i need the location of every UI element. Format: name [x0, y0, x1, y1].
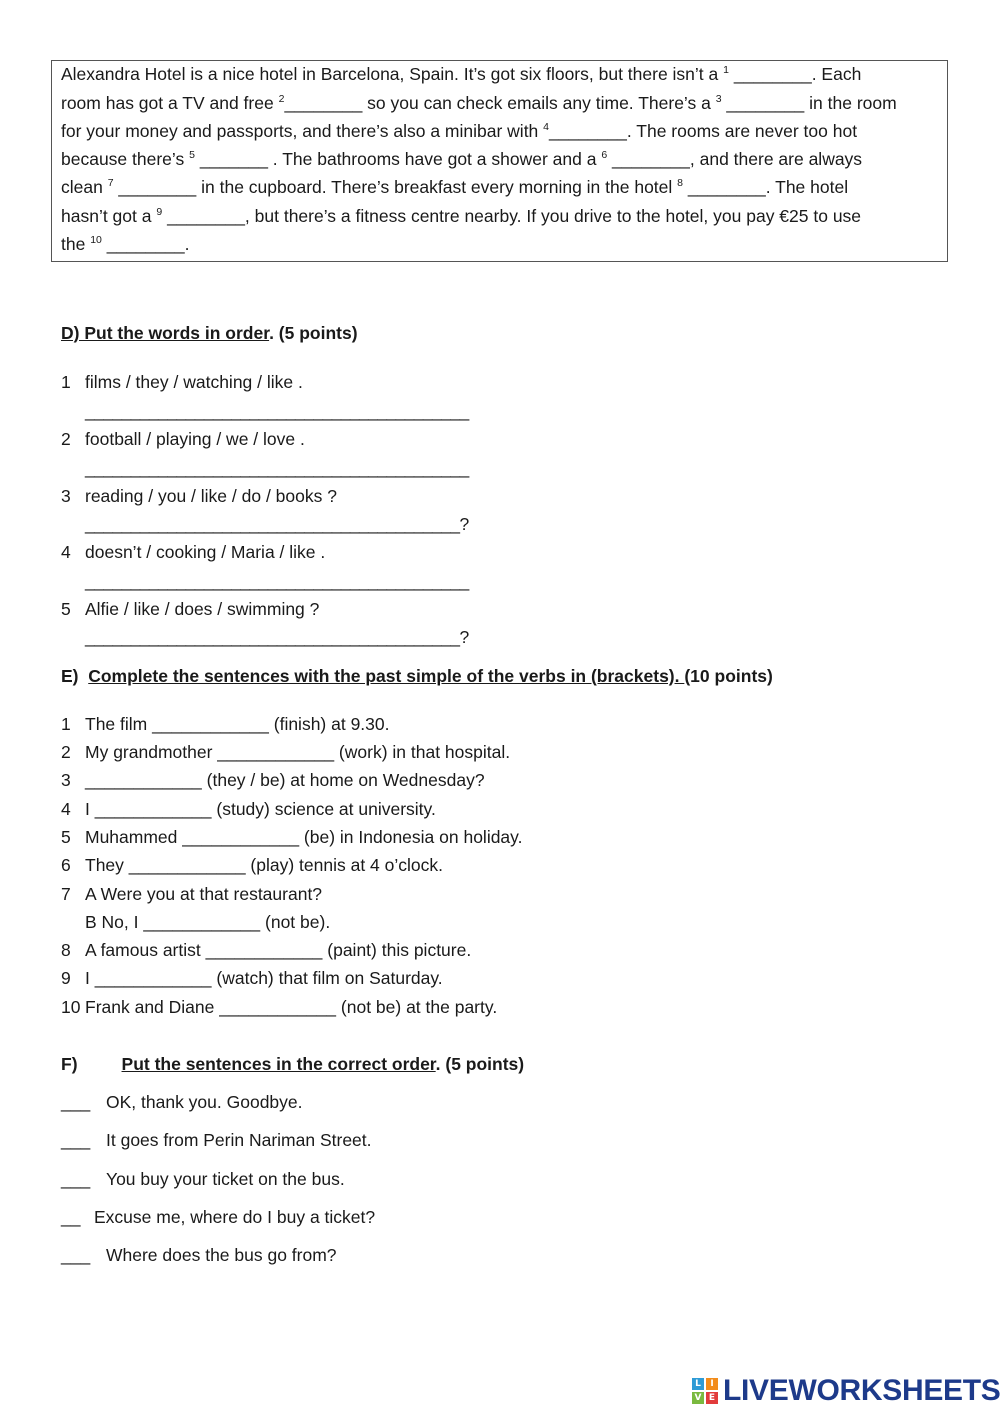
reading-line [61, 93, 897, 114]
item-number: 8 [61, 940, 71, 960]
reading-text: ________, and there are always [607, 149, 863, 169]
item-sentence[interactable]: Frank and Diane ____________ (not be) at the party. [85, 997, 498, 1017]
reading-text: ________. The hotel [683, 177, 849, 197]
item-number: 5 [61, 827, 71, 847]
item-number: 7 [61, 884, 71, 904]
gap-number: 10 [90, 234, 102, 246]
reading-text: clean [61, 177, 108, 197]
reading-text: because there’s [61, 149, 190, 169]
item-number: 6 [61, 855, 71, 875]
item-number: 1 [61, 372, 71, 392]
item-number: 3 [61, 486, 71, 506]
reading-text: ________ so you can check emails any time. There’s a [284, 93, 716, 113]
section-e-points: (10 points) [684, 666, 773, 686]
reading-line [61, 177, 848, 198]
reading-line [61, 64, 861, 85]
answer-line[interactable]: __________________________________________ [85, 571, 469, 591]
section-f-points: . (5 points) [435, 1054, 525, 1074]
section-f-letter: F) [61, 1054, 78, 1074]
item-number: 4 [61, 799, 71, 819]
reading-line [61, 149, 862, 170]
item-sentence[interactable]: B No, I ____________ (not be). [85, 912, 331, 932]
logo-mark-icon [692, 1378, 718, 1404]
logo-letter-v: V [692, 1392, 704, 1404]
item-prompt: football / playing / we / love . [85, 429, 305, 449]
reading-line [61, 234, 189, 255]
section-f-heading [61, 1054, 524, 1075]
order-blank[interactable]: ___ [61, 1092, 91, 1112]
order-blank[interactable]: ___ [61, 1169, 91, 1189]
gap-number: 4 [543, 121, 549, 133]
dialogue-line: It goes from Perin Nariman Street. [106, 1130, 372, 1150]
answer-line[interactable]: _________________________________________? [85, 514, 469, 534]
gap-number: 2 [278, 93, 285, 105]
item-sentence[interactable]: My grandmother ____________ (work) in that hospital. [85, 742, 511, 762]
reading-text: _______ . The bathrooms have got a shower and a [194, 149, 602, 169]
item-sentence[interactable]: A famous artist ____________ (paint) this picture. [85, 940, 472, 960]
reading-text: room has got a TV and free [61, 93, 279, 113]
reading-text: the [61, 234, 91, 254]
gap-number: 9 [156, 206, 163, 218]
item-prompt: reading / you / like / do / books ? [85, 486, 337, 506]
item-sentence[interactable]: I ____________ (study) science at university. [85, 799, 436, 819]
reading-text: ________. The rooms are never too hot [549, 121, 858, 141]
section-e-heading [61, 666, 773, 687]
section-d-letter: D) [61, 323, 80, 343]
item-sentence[interactable]: The film ____________ (finish) at 9.30. [85, 714, 390, 734]
reading-text: for your money and passports, and there’s also a minibar with [61, 121, 544, 141]
reading-text: ________. Each [728, 64, 862, 84]
dialogue-line: OK, thank you. Goodbye. [106, 1092, 303, 1112]
gap-number: 7 [107, 177, 114, 189]
logo-text: LIVEWORKSHEETS [723, 1374, 1000, 1407]
item-prompt: films / they / watching / like . [85, 372, 303, 392]
reading-text: ________. [101, 234, 190, 254]
reading-line [61, 121, 857, 142]
order-blank[interactable]: ___ [61, 1245, 91, 1265]
section-e-letter: E) [61, 666, 79, 686]
reading-text: ________ in the room [721, 93, 897, 113]
item-sentence[interactable]: I ____________ (watch) that film on Saturday. [85, 968, 443, 988]
section-f-title: Put the sentences in the correct order [121, 1054, 436, 1074]
item-number: 9 [61, 968, 71, 988]
dialogue-line: You buy your ticket on the bus. [106, 1169, 345, 1189]
answer-line[interactable]: _________________________________________? [85, 627, 469, 647]
liveworksheets-logo [692, 1374, 1000, 1408]
gap-number: 3 [715, 93, 722, 105]
reading-line [61, 206, 861, 227]
gap-number: 8 [677, 177, 683, 189]
logo-letter-i: I [706, 1378, 718, 1390]
gap-number: 5 [189, 149, 195, 161]
item-number: 2 [61, 742, 71, 762]
section-d-points: . (5 points) [269, 323, 358, 343]
reading-text: ________, but there’s a fitness centre nearby. If you drive to the hotel, you pay €25 to use [162, 206, 862, 226]
logo-letter-l: L [692, 1378, 704, 1390]
answer-line[interactable]: __________________________________________ [85, 458, 469, 478]
item-sentence: A Were you at that restaurant? [85, 884, 323, 904]
item-prompt: Alfie / like / does / swimming ? [85, 599, 320, 619]
logo-letter-e: E [706, 1392, 718, 1404]
item-number: 10 [61, 997, 81, 1017]
answer-line[interactable]: __________________________________________ [85, 401, 469, 421]
gap-number: 6 [601, 149, 608, 161]
item-sentence[interactable]: Muhammed ____________ (be) in Indonesia on holiday. [85, 827, 523, 847]
item-number: 1 [61, 714, 71, 734]
item-number: 5 [61, 599, 71, 619]
order-blank[interactable]: ___ [61, 1130, 91, 1150]
section-d-heading [61, 323, 358, 344]
reading-text: Alexandra Hotel is a nice hotel in Barcelona, Spain. It’s got six floors, but there isn’t a [61, 64, 724, 84]
dialogue-line: Excuse me, where do I buy a ticket? [94, 1207, 376, 1227]
dialogue-line: Where does the bus go from? [106, 1245, 337, 1265]
reading-text: ________ in the cupboard. There’s breakfast every morning in the hotel [113, 177, 678, 197]
item-prompt: doesn’t / cooking / Maria / like . [85, 542, 326, 562]
section-d-title: Put the words in order [79, 323, 270, 343]
item-number: 3 [61, 770, 71, 790]
item-sentence[interactable]: They ____________ (play) tennis at 4 o’clock. [85, 855, 444, 875]
item-sentence[interactable]: ____________ (they / be) at home on Wednesday? [85, 770, 485, 790]
gap-number: 1 [723, 64, 729, 76]
item-number: 2 [61, 429, 71, 449]
order-blank[interactable]: __ [61, 1207, 81, 1227]
section-e-title: Complete the sentences with the past simple of the verbs in (brackets). [88, 666, 685, 686]
item-number: 4 [61, 542, 71, 562]
reading-text: hasn’t got a [61, 206, 157, 226]
